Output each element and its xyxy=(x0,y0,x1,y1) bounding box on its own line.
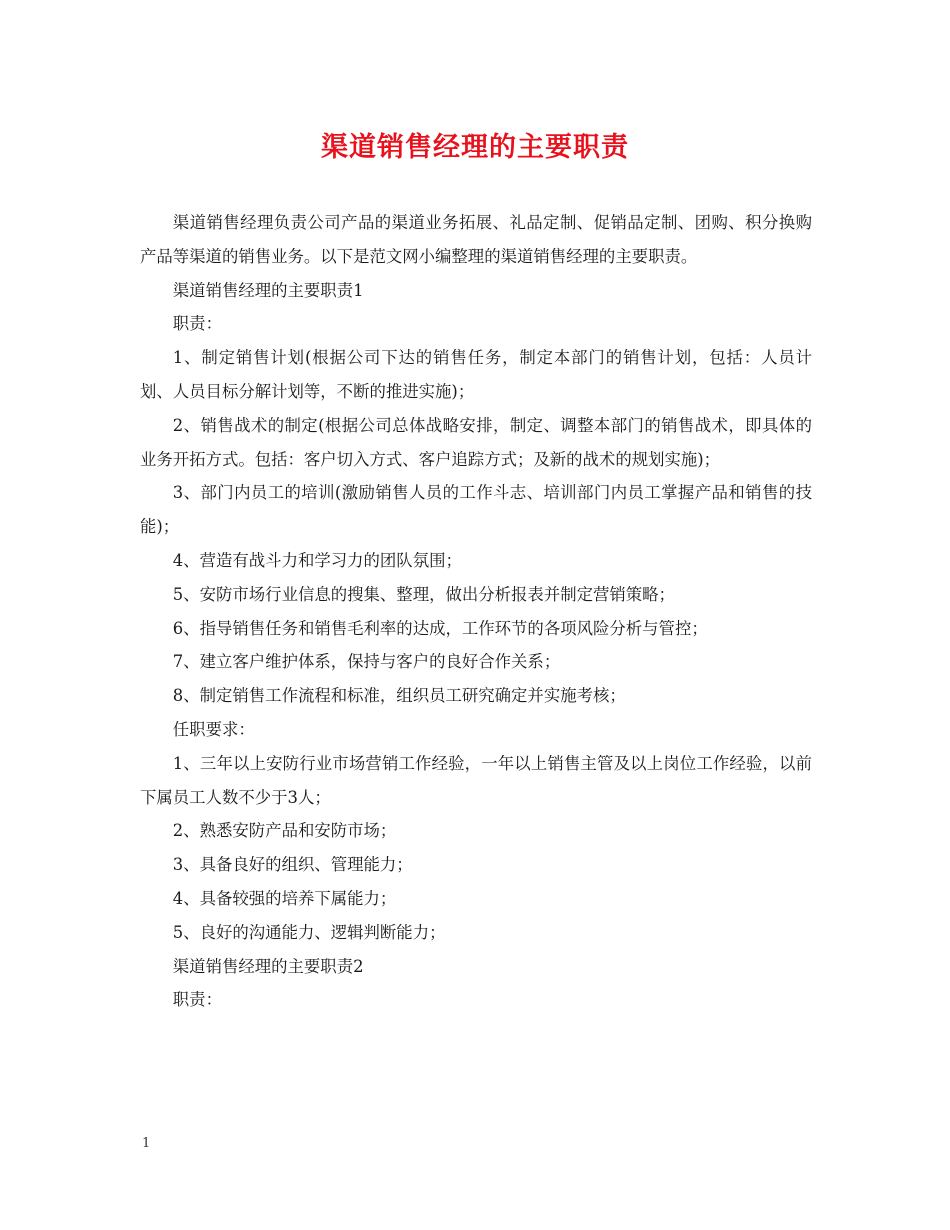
duty-item: 3、部门内员工的培训(激励销售人员的工作斗志、培训部门内员工掌握产品和销售的技能)； xyxy=(140,483,812,537)
duty-item: 8、制定销售工作流程和标准，组织员工研究确定并实施考核； xyxy=(172,686,626,706)
requirement-item: 2、熟悉安防产品和安防市场； xyxy=(172,821,397,841)
section-heading-2: 渠道销售经理的主要职责2 xyxy=(172,956,364,976)
duty-item: 2、销售战术的制定(根据公司总体战略安排，制定、调整本部门的销售战术，即具体的业务开拓方式。包括：客户切入方式、客户追踪方式；及新的战术的规划实施)； xyxy=(140,415,812,469)
requirement-item: 4、具备较强的培养下属能力； xyxy=(172,888,397,908)
requirement-item: 1、三年以上安防行业市场营销工作经验，一年以上销售主管及以上岗位工作经验，以前下属员工人数不少于3人； xyxy=(140,753,812,807)
document-title: 渠道销售经理的主要职责 xyxy=(321,132,629,163)
duty-item: 5、安防市场行业信息的搜集、整理，做出分析报表并制定营销策略； xyxy=(172,584,675,604)
duties-label: 职责： xyxy=(172,314,222,334)
section-heading-1: 渠道销售经理的主要职责1 xyxy=(172,280,364,300)
page-number: 1 xyxy=(142,1136,151,1151)
intro-paragraph: 渠道销售经理负责公司产品的渠道业务拓展、礼品定制、促销品定制、团购、积分换购产品等渠道的销售业务。以下是范文网小编整理的渠道销售经理的主要职责。 xyxy=(140,213,812,266)
requirement-item: 3、具备良好的组织、管理能力； xyxy=(172,855,413,875)
duty-item: 1、制定销售计划(根据公司下达的销售任务，制定本部门的销售计划，包括：人员计划、人员目标分解计划等，不断的推进实施)； xyxy=(140,348,812,401)
duty-item: 7、建立客户维护体系，保持与客户的良好合作关系； xyxy=(172,652,561,672)
duty-item: 4、营造有战斗力和学习力的团队氛围； xyxy=(172,550,462,570)
requirements-label: 任职要求： xyxy=(172,719,255,739)
document-body xyxy=(140,206,812,1017)
duty-item: 6、指导销售任务和销售毛利率的达成，工作环节的各项风险分析与管控； xyxy=(172,618,708,638)
duties-label: 职责： xyxy=(172,990,222,1010)
requirement-item: 5、良好的沟通能力、逻辑判断能力； xyxy=(172,922,446,942)
